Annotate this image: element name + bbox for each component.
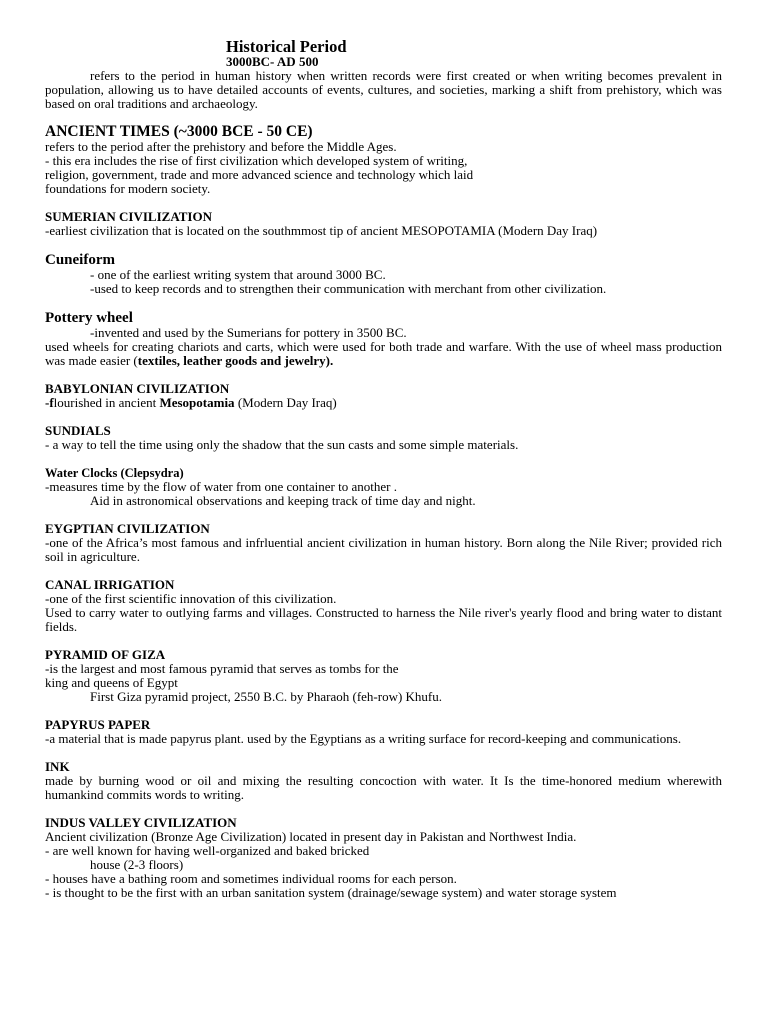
- ancient-line: religion, government, trade and more advanced science and technology which laid: [45, 167, 474, 182]
- section-sumerian: [45, 210, 722, 238]
- babylonian-prefix: -f: [45, 395, 54, 410]
- intro-paragraph: refers to the period in human history when written records were first created or when writing becomes prevalent in population, allowing us to have detailed accounts of events, cultures, and societies, marking a shift from prehistory, which was based on oral traditions and archaeology.: [45, 68, 722, 111]
- sundials-text: - a way to tell the time using only the shadow that the sun casts and some simple materials.: [45, 437, 519, 452]
- pyramid-line: king and queens of Egypt: [45, 675, 178, 690]
- section-sundials: [45, 424, 722, 452]
- water-clocks-line: Aid in astronomical observations and keeping track of time day and night.: [90, 493, 476, 508]
- section-egyptian: [45, 522, 722, 564]
- document-subtitle: 3000BC- AD 500: [226, 54, 319, 69]
- section-canal-irrigation: [45, 578, 722, 634]
- section-pyramid-of-giza: [45, 648, 722, 704]
- pottery-bold-text: textiles, leather goods and jewelry).: [137, 353, 334, 368]
- heading-water-clocks: Water Clocks (Clepsydra): [45, 466, 184, 480]
- canal-paragraph: Used to carry water to outlying farms and villages. Constructed to harness the Nile river's yearly flood and bring water to distant fields.: [45, 605, 722, 634]
- heading-babylonian: BABYLONIAN CIVILIZATION: [45, 381, 230, 396]
- section-pottery-wheel: [45, 310, 722, 368]
- pottery-line: -invented and used by the Sumerians for pottery in 3500 BC.: [90, 325, 407, 340]
- babylonian-suffix: (Modern Day Iraq): [234, 395, 337, 410]
- section-indus-valley: [45, 816, 722, 900]
- section-ink: [45, 760, 722, 802]
- ancient-line: foundations for modern society.: [45, 181, 211, 196]
- heading-pottery-wheel: Pottery wheel: [45, 310, 133, 326]
- heading-canal-irrigation: CANAL IRRIGATION: [45, 577, 175, 592]
- section-babylonian: [45, 382, 722, 410]
- heading-indus-valley: INDUS VALLEY CIVILIZATION: [45, 815, 237, 830]
- water-clocks-line: -measures time by the flow of water from one container to another .: [45, 479, 397, 494]
- ancient-line: - this era includes the rise of first civilization which developed system of writing,: [45, 153, 468, 168]
- canal-line: -one of the first scientific innovation of this civilization.: [45, 591, 337, 606]
- heading-sumerian: SUMERIAN CIVILIZATION: [45, 209, 212, 224]
- pottery-paragraph: [45, 340, 722, 368]
- heading-egyptian: EYGPTIAN CIVILIZATION: [45, 521, 210, 536]
- document-title: Historical Period: [226, 37, 347, 56]
- indus-line: - is thought to be the first with an urban sanitation system (drainage/sewage system) and water storage system: [45, 885, 617, 900]
- indus-line: - are well known for having well-organized and baked bricked: [45, 843, 370, 858]
- babylonian-paragraph: [45, 396, 722, 410]
- cuneiform-line: - one of the earliest writing system that around 3000 BC.: [90, 267, 386, 282]
- section-papyrus-paper: [45, 718, 722, 746]
- section-cuneiform: [45, 252, 722, 296]
- ancient-line: refers to the period after the prehistory and before the Middle Ages.: [45, 139, 397, 154]
- heading-sundials: SUNDIALS: [45, 423, 111, 438]
- section-ancient-times: [45, 123, 722, 196]
- egyptian-text: -one of the Africa’s most famous and infrluential ancient civilization in human history. Born along the Nile River; provided rich soil in agriculture.: [45, 535, 722, 564]
- pyramid-indented-line: First Giza pyramid project, 2550 B.C. by Pharaoh (feh-row) Khufu.: [90, 689, 443, 704]
- papyrus-text: -a material that is made papyrus plant. used by the Egyptians as a writing surface for record-keeping and communications.: [45, 731, 682, 746]
- babylonian-bold-word: Mesopotamia: [159, 395, 235, 410]
- heading-ink: INK: [45, 759, 70, 774]
- babylonian-text: lourished in ancient: [53, 395, 160, 410]
- heading-pyramid-of-giza: PYRAMID OF GIZA: [45, 647, 166, 662]
- pyramid-line: -is the largest and most famous pyramid that serves as tombs for the: [45, 661, 399, 676]
- indus-line: Ancient civilization (Bronze Age Civilization) located in present day in Pakistan and Northwest India.: [45, 829, 577, 844]
- section-water-clocks: [45, 466, 722, 508]
- indus-indented-line: house (2-3 floors): [90, 857, 184, 872]
- heading-papyrus-paper: PAPYRUS PAPER: [45, 717, 151, 732]
- heading-ancient-times: ANCIENT TIMES (~3000 BCE - 50 CE): [45, 123, 313, 140]
- heading-cuneiform: Cuneiform: [45, 252, 115, 268]
- cuneiform-line: -used to keep records and to strengthen their communication with merchant from other civilization.: [90, 281, 607, 296]
- document-page: [45, 38, 722, 900]
- pottery-text: used wheels for creating chariots and carts, which were used for both trade and warfare. With the use of wheel mass production was made easier (: [45, 339, 722, 368]
- sumerian-text: -earliest civilization that is located on the southmmost tip of ancient MESOPOTAMIA (Modern Day Iraq): [45, 223, 598, 238]
- indus-line: - houses have a bathing room and sometimes individual rooms for each person.: [45, 871, 457, 886]
- ink-text: made by burning wood or oil and mixing the resulting concoction with water. It Is the time-honored medium wherewith humankind commits words to writing.: [45, 773, 722, 802]
